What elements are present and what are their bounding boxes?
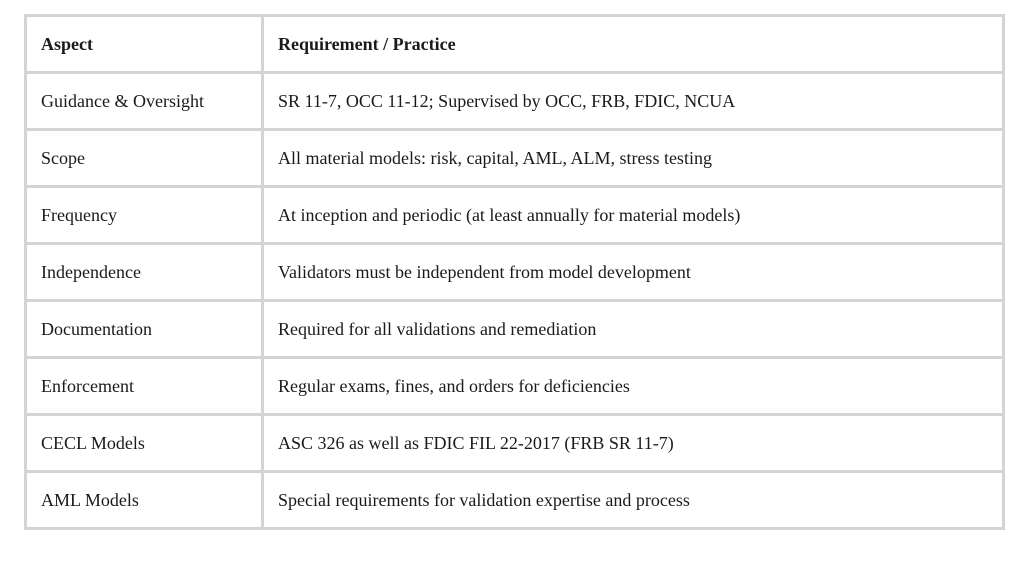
- requirements-table-container: [24, 14, 1002, 530]
- requirement-cell: ASC 326 as well as FDIC FIL 22-2017 (FRB SR 11-7): [263, 415, 1004, 472]
- requirement-cell: Regular exams, fines, and orders for deficiencies: [263, 358, 1004, 415]
- aspect-cell: Guidance & Oversight: [26, 73, 263, 130]
- aspect-cell: Independence: [26, 244, 263, 301]
- header-aspect: Aspect: [26, 16, 263, 73]
- table-row: [26, 301, 1004, 358]
- table-row: [26, 73, 1004, 130]
- table-row: [26, 187, 1004, 244]
- requirements-table: [24, 14, 1005, 530]
- aspect-cell: Frequency: [26, 187, 263, 244]
- aspect-cell: Enforcement: [26, 358, 263, 415]
- requirement-cell: SR 11-7, OCC 11-12; Supervised by OCC, FRB, FDIC, NCUA: [263, 73, 1004, 130]
- header-requirement-practice: Requirement / Practice: [263, 16, 1004, 73]
- aspect-cell: Documentation: [26, 301, 263, 358]
- requirement-cell: Special requirements for validation expertise and process: [263, 472, 1004, 529]
- table-row: [26, 415, 1004, 472]
- requirement-cell: Required for all validations and remediation: [263, 301, 1004, 358]
- aspect-cell: CECL Models: [26, 415, 263, 472]
- requirement-cell: Validators must be independent from model development: [263, 244, 1004, 301]
- table-row: [26, 244, 1004, 301]
- table-row: [26, 358, 1004, 415]
- table-row: [26, 130, 1004, 187]
- table-header-row: [26, 16, 1004, 73]
- aspect-cell: AML Models: [26, 472, 263, 529]
- table-row: [26, 472, 1004, 529]
- requirement-cell: At inception and periodic (at least annually for material models): [263, 187, 1004, 244]
- requirement-cell: All material models: risk, capital, AML, ALM, stress testing: [263, 130, 1004, 187]
- aspect-cell: Scope: [26, 130, 263, 187]
